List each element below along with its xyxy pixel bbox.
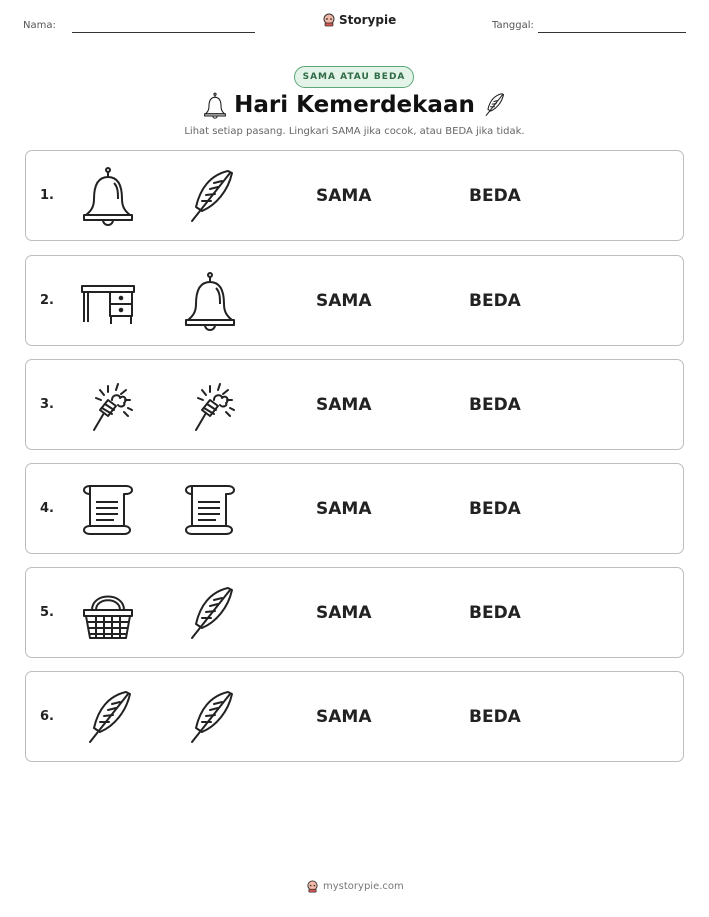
brand-name: Storypie xyxy=(339,13,397,27)
option-sama[interactable]: SAMA xyxy=(316,707,372,727)
firework-icon xyxy=(78,376,138,436)
question-card-4 xyxy=(25,463,684,554)
question-card-5 xyxy=(25,567,684,658)
feather-icon xyxy=(481,90,507,120)
option-beda[interactable]: BEDA xyxy=(469,291,521,311)
option-beda[interactable]: BEDA xyxy=(469,603,521,623)
storypie-logo-icon xyxy=(322,13,336,27)
question-number: 1. xyxy=(40,188,54,203)
bell-icon xyxy=(180,272,240,332)
question-number: 3. xyxy=(40,397,54,412)
question-card-2 xyxy=(25,255,684,346)
option-beda[interactable]: BEDA xyxy=(469,707,521,727)
question-card-6 xyxy=(25,671,684,762)
bell-icon xyxy=(78,167,138,227)
option-sama[interactable]: SAMA xyxy=(316,603,372,623)
instructions: Lihat setiap pasang. Lingkari SAMA jika cocok, atau BEDA jika tidak. xyxy=(184,126,525,137)
scroll-icon xyxy=(180,480,240,540)
feather-icon xyxy=(180,584,240,644)
option-sama[interactable]: SAMA xyxy=(316,395,372,415)
footer xyxy=(306,880,404,893)
worksheet-type-badge: SAMA ATAU BEDA xyxy=(294,66,414,88)
question-number: 2. xyxy=(40,293,54,308)
brand xyxy=(322,13,396,27)
feather-icon xyxy=(180,167,240,227)
question-card-3 xyxy=(25,359,684,450)
name-label: Nama: xyxy=(23,20,56,31)
question-number: 6. xyxy=(40,709,54,724)
date-line[interactable] xyxy=(538,32,686,33)
option-beda[interactable]: BEDA xyxy=(469,186,521,206)
feather-icon xyxy=(78,688,138,748)
option-beda[interactable]: BEDA xyxy=(469,395,521,415)
option-beda[interactable]: BEDA xyxy=(469,499,521,519)
storypie-logo-icon xyxy=(306,880,319,893)
name-line[interactable] xyxy=(72,32,255,33)
footer-url[interactable]: mystorypie.com xyxy=(323,881,404,892)
firework-icon xyxy=(180,376,240,436)
question-number: 4. xyxy=(40,501,54,516)
scroll-icon xyxy=(78,480,138,540)
option-sama[interactable]: SAMA xyxy=(316,499,372,519)
question-number: 5. xyxy=(40,605,54,620)
page-title: Hari Kemerdekaan xyxy=(234,92,475,118)
question-card-1 xyxy=(25,150,684,241)
desk-icon xyxy=(78,272,138,332)
feather-icon xyxy=(180,688,240,748)
basket-icon xyxy=(78,584,138,644)
date-label: Tanggal: xyxy=(492,20,534,31)
option-sama[interactable]: SAMA xyxy=(316,186,372,206)
option-sama[interactable]: SAMA xyxy=(316,291,372,311)
